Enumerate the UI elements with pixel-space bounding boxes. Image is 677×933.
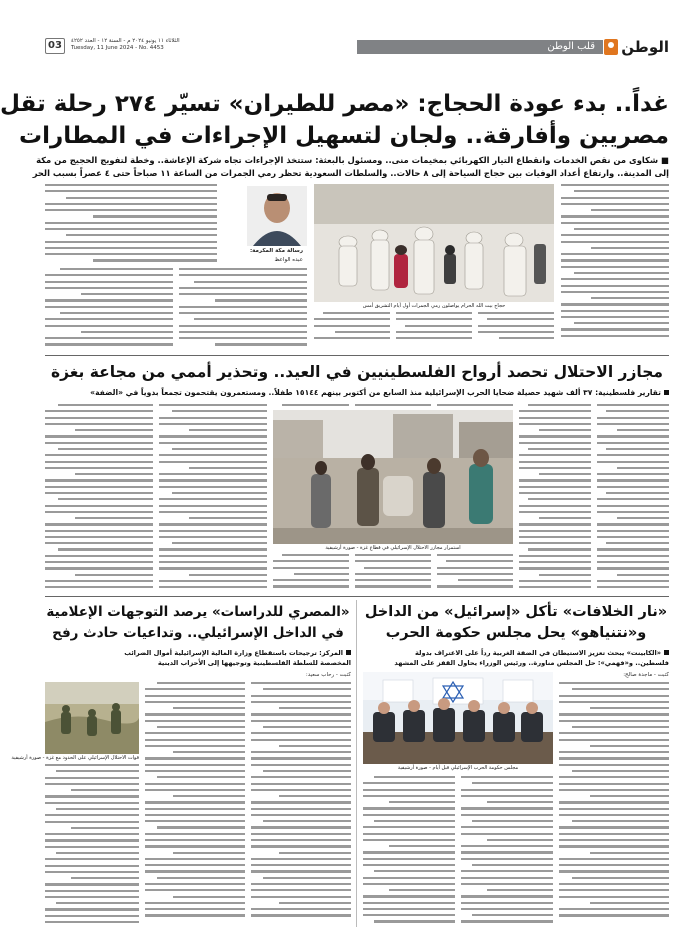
main-subhead-line-2: إلى المدينة.. وارتفاع أعداد الوفيات بين حجاج السياحة إلى ٨ حالات.. والسلطات السعودية تحظر رمي الجمرات من الساعة ١١ صباحاً حتى ٤ عصراً بسبب الحر: [32, 168, 669, 178]
study-center-headline: [45, 602, 351, 644]
gaza-column-right: [519, 404, 669, 592]
newspaper-page: [0, 6, 669, 927]
war-council-headline-line-1: «نار الخلافات» تأكل «إسرائيل» من الداخل: [364, 604, 668, 620]
main-subhead-line-1: ■ شكاوى من نقص الخدمات وانقطاع التيار الكهربائي بمخيمات منى.. ومسئول بالبعثة: ستتخذ الإجراءات تجاه شركة الإعاشة.. وخطة لتفويج الحجيج من مكة: [36, 155, 669, 165]
soldiers-photo: [45, 682, 139, 754]
gaza-photo-image: [273, 410, 513, 544]
war-council-photo-caption: مجلس حكومة الحرب الإسرائيلي قبل أيام - صورة أرشيفية: [397, 765, 519, 771]
soldiers-photo-image: [45, 682, 139, 754]
study-center-byline: كتبت - رحاب سعيد:: [305, 672, 351, 678]
war-council-kicker-line-2: فلسطين.. و«فهمي»: حل المجلس مناورة.. ورئيس الوزراء يحاول القفز على المشهد: [394, 659, 669, 667]
study-center-column-center: [145, 682, 245, 927]
kicker-square-icon: [346, 650, 351, 655]
gaza-kicker: [45, 387, 669, 398]
main-headline: [0, 88, 669, 152]
hajj-photo: [314, 184, 554, 302]
main-story-column-left-top: [45, 184, 217, 264]
dateline: [71, 38, 211, 52]
gaza-photo: [273, 410, 513, 544]
page-number: 03: [45, 38, 65, 54]
gaza-photo-caption: استمرار مجازر الاحتلال الإسرائيلي في قطاع غزة - صورة أرشيفية: [325, 545, 461, 551]
author-avatar: [247, 186, 307, 246]
section-divider-2: [45, 596, 669, 597]
war-council-byline: كتبت - ماجدة صالح:: [623, 672, 669, 678]
soldiers-photo-caption: قوات الاحتلال الإسرائيلي على الحدود مع غزة - صورة أرشيفية: [11, 755, 139, 761]
main-story-column-left-bottom: [45, 268, 307, 350]
war-council-column-left: [363, 776, 553, 927]
study-center-headline-line-2: في الداخل الإسرائيلي.. وتداعيات حادث رفح: [52, 625, 344, 641]
war-council-headline-line-2: و«نتنياهو» يحل مجلس حكومة الحرب: [385, 625, 647, 641]
main-subhead: [32, 154, 669, 180]
study-center-kicker: [45, 648, 351, 668]
war-council-photo-image: [363, 672, 553, 764]
hajj-photo-caption: حجاج بيت الله الحرام يواصلون رمي الجمرات أول أيام التشريق أمس: [362, 303, 506, 309]
study-center-kicker-text-1: المركز: ترجيحات باستقطاع وزارة المالية الإسرائيلية أموال الضرائب: [124, 649, 343, 657]
main-story-column-right: [561, 184, 669, 342]
study-center-kicker-line-1: [45, 648, 351, 658]
war-council-kicker: [363, 648, 669, 668]
war-council-photo: [363, 672, 553, 764]
gaza-column-center-bottom: [273, 554, 513, 592]
main-headline-line-2: مصريين وأفارقة.. ولجان لتسهيل الإجراءات في المطارات: [19, 123, 669, 149]
war-council-kicker-text-1: «الكابينت» يبحث تعزيز الاستيطان في الضفة الغربية رداً على الاعتراف بدولة: [415, 649, 661, 657]
war-council-headline: [363, 602, 669, 644]
logo: [604, 36, 669, 58]
masthead: [45, 36, 669, 58]
logo-mark-icon: [604, 39, 618, 55]
dateline-arabic: الثلاثاء ١١ يونيو ٢٠٢٤ م - السنة ١٢ - العدد ٤٢٥٢: [71, 38, 180, 44]
logo-text: الوطن: [621, 38, 669, 56]
war-council-column-right: [559, 682, 669, 927]
study-center-kicker-line-2: المخصصة للسلطة الفلسطينية وتوجيهها إلى الأحزاب الدينية: [157, 659, 351, 667]
gaza-column-left: [45, 404, 267, 592]
author-name: رسالة مكة المكرمة:: [249, 248, 303, 254]
section-divider-1: [45, 355, 669, 356]
column-divider-bottom: [356, 600, 357, 927]
main-story-column-center-bottom: [314, 312, 554, 350]
dateline-english: Tuesday, 11 June 2024 - No. 4453: [71, 45, 164, 51]
gaza-headline: مجازر الاحتلال تحصد أرواح الفلسطينيين في العيد.. وتحذير أممي من مجاعة بغزة: [51, 363, 663, 381]
kicker-square-icon: [664, 650, 669, 655]
study-center-column-right: [251, 682, 351, 927]
kicker-square-icon: [664, 390, 669, 395]
section-title-bar: قلب الوطن: [357, 40, 603, 54]
study-center-column-left: [45, 764, 139, 927]
war-council-kicker-line-1: [363, 648, 669, 658]
hajj-photo-image: [314, 184, 554, 302]
study-center-headline-line-1: «المصري للدراسات» يرصد التوجهات الإعلامية: [46, 604, 350, 620]
author-subname: عبده الواعظ: [274, 257, 303, 263]
gaza-kicker-text: تقارير فلسطينية: ٣٧ ألف شهيد حصيلة ضحايا الحرب الإسرائيلية منذ السابع من أكتوبر بينهم ١٥١٤٤ طفلاً.. ومستعمرون يقتحمون تجمعاً بدوياً في «الضفة»: [90, 388, 661, 397]
main-headline-line-1: غداً.. بدء عودة الحجاج: «مصر للطيران» تسيّر ٢٧٤ رحلة تقل: [0, 91, 669, 117]
